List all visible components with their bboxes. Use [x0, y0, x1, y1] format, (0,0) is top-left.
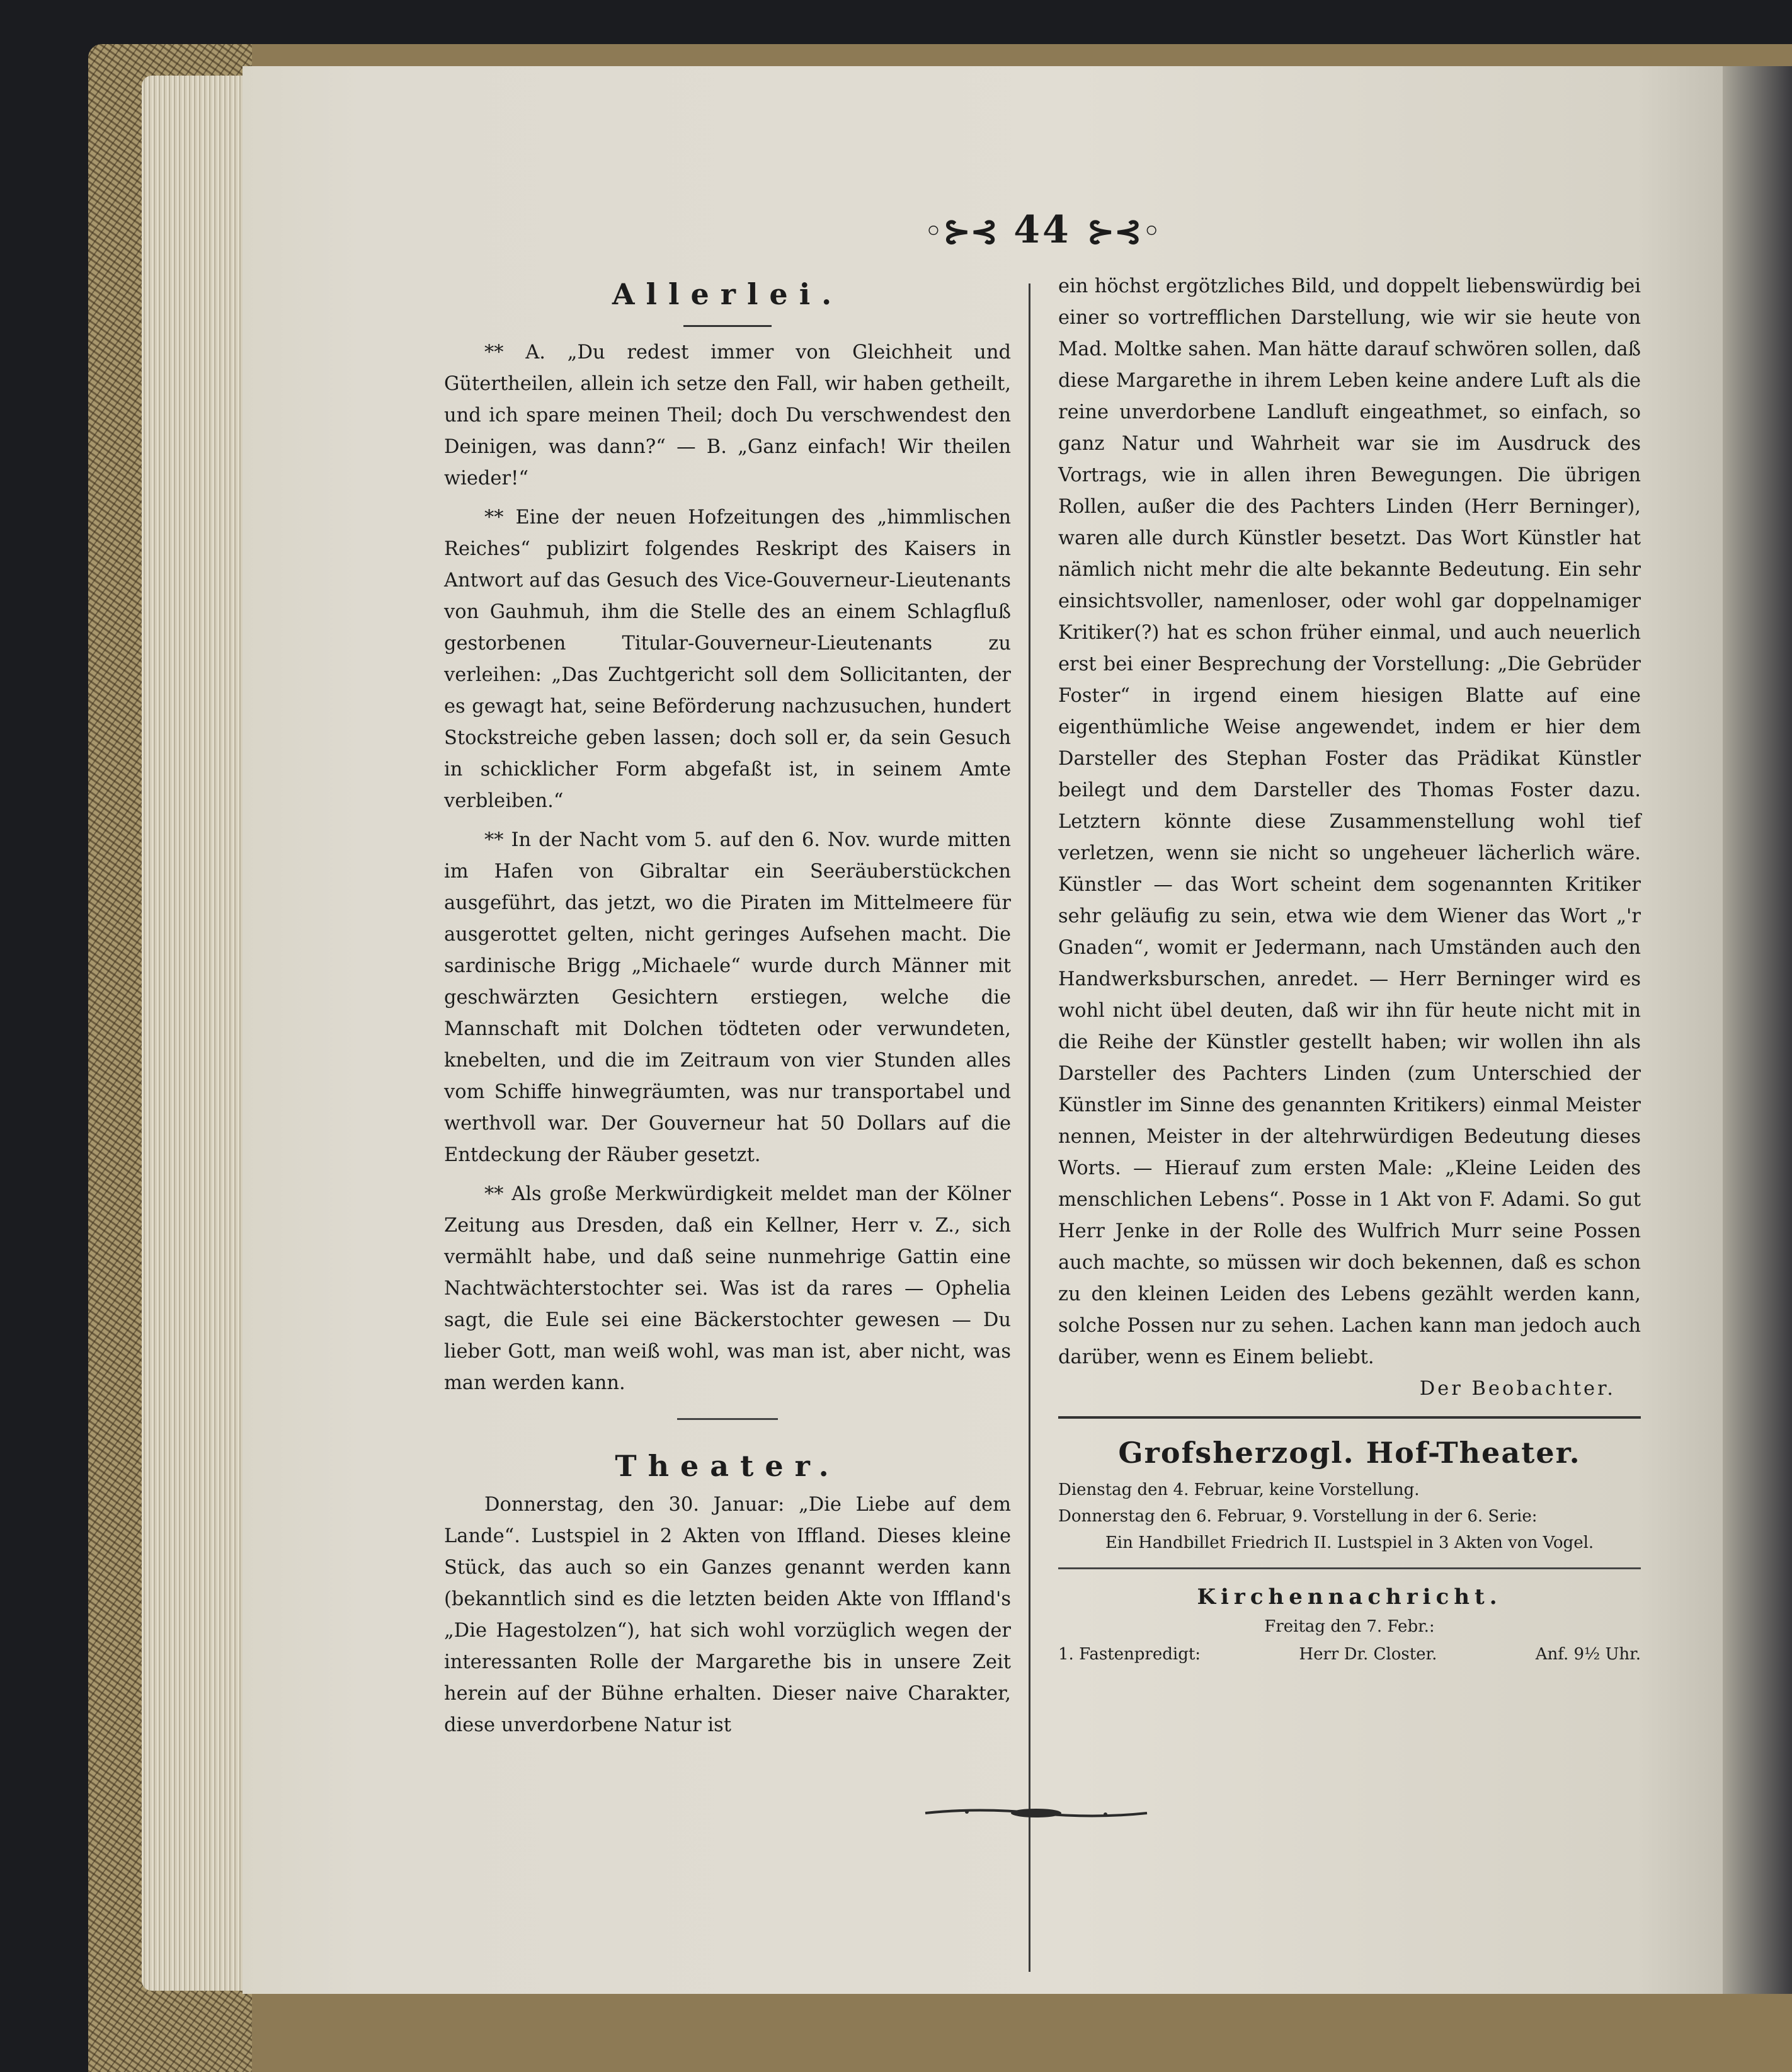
page-edges — [142, 76, 249, 1991]
page-number: 44 — [1013, 208, 1071, 252]
column-divider — [1029, 283, 1030, 1972]
section-divider — [1058, 1567, 1641, 1569]
kirche-date: Freitag den 7. Febr.: — [1264, 1617, 1435, 1636]
right-column — [1058, 271, 1641, 1669]
kirche-time: Anf. 9½ Uhr. — [1535, 1645, 1641, 1664]
article-paragraph: ** Als große Merkwürdigkeit meldet man der Kölner Zeitung aus Dresden, daß ein Kellner, Herr v. Z., sich vermählt habe, und daß seine nunmehrige Gattin eine Nachtwächterstochter sei. Was ist da rares — Ophelia sagt, die Eule sei eine Bäckerstochter gewesen — Du lieber Gott, man weiß wohl, was man ist, aber nicht, was man werden kann. — [444, 1183, 1011, 1394]
section-title-allerlei: Allerlei. — [612, 277, 843, 311]
left-column — [444, 271, 1011, 1749]
page-text-area — [444, 208, 1641, 1846]
ornament-left-icon: ◦⊱⊰ — [923, 212, 998, 251]
article-paragraph: ** Eine der neuen Hofzeitungen des „himmlischen Reiches“ publizirt folgendes Reskript des Kaisers in Antwort auf das Gesuch des Vice-Gouverneur-Lieutenants von Gauhmuh, ihm die Stelle des an einem Schlagfluß gestorbenen Titular-Gouverneur-Lieutenants zu verleihen: „Das Zuchtgericht soll dem Sollicitanten, der es gewagt hat, seine Beförderung nachzusuchen, hundert Stockstreiche geben lassen; doch soll er, da sein Gesuch in schicklicher Form abgefaßt ist, in seinem Amte verbleiben.“ — [444, 507, 1011, 812]
section-divider — [677, 1418, 778, 1420]
kirche-entry — [1058, 1640, 1641, 1669]
hof-theater-title: Grofsherzogl. Hof-Theater. — [1118, 1436, 1581, 1470]
end-ornament-icon — [923, 1805, 1150, 1821]
kirchennachricht-title: Kirchennachricht. — [1197, 1584, 1502, 1610]
theater-review: Donnerstag, den 30. Januar: „Die Liebe auf dem Lande“. Lustspiel in 2 Akten von Iffland. Dieses kleine Stück, das auch so ein Ganzes genannt werden kann (bekanntlich sind es die letzten beiden Akte von Iffland's „Die Hagestolzen“), hat sich wohl vorzüglich wegen der interessanten Rolle der Margarethe bis in unsere Zeit herein auf der Bühne erhalten. Dieser naive Charakter, diese unverdorbene Natur ist — [444, 1494, 1011, 1736]
kirche-item: 1. Fastenpredigt: — [1058, 1645, 1201, 1664]
theater-review-continuation: ein höchst ergötzliches Bild, und doppelt liebenswürdig bei einer so vortrefflichen Darstellung, wie wir sie heute von Mad. Moltke sahen. Man hätte darauf schwören sollen, daß diese Margarethe in ihrem Leben keine andere Luft als die reine unverdorbene Landluft eingeathmet, so einfach, so ganz Natur und Wahrheit war sie im Ausdruck des Vortrags, wie in allen ihren Bewegungen. Die übrigen Rollen, außer die des Pachters Linden (Herr Berninger), waren alle durch Künstler besetzt. Das Wort Künstler hat nämlich nicht mehr die alte bekannte Bedeutung. Ein sehr einsichtsvoller, namenloser, oder wohl gar doppelnamiger Kritiker(?) hat es schon früher einmal, und auch neuerlich erst bei einer Besprechung der Vorstellung: „Die Gebrüder Foster“ in irgend einem hiesigen Blatte auf eine eigenthümliche Weise angewendet, indem er hier dem Darsteller des Stephan Foster das Prädikat Künstler beilegt und dem Darsteller des Thomas Foster dazu. Letztern könnte diese Zusammenstellung wohl tief verletzen, wenn sie nicht so ungeheuer lächerlich wäre. Künstler — das Wort scheint dem sogenannten Kritiker sehr geläufig zu sein, etwa wie dem Wiener das Wort „'r Gnaden“, womit er Jedermann, nach Umständen auch den Handwerksburschen, anredet. — Herr Berninger wird es wohl nicht übel deuten, daß wir ihn für heute nicht mit in die Reihe der Künstler gestellt haben; wir wollen ihn als Darsteller des Pachters Linden (zum Unterschied der Künstler im Sinne des genannten Kritikers) einmal Meister nennen, Meister in der altehrwürdigen Bedeutung dieses Worts. — Hierauf zum ersten Male: „Kleine Leiden des menschlichen Lebens“. Posse in 1 Akt von F. Adami. So gut Herr Jenke in der Rolle des Wulfrich Murr seine Possen auch machte, so müssen wir doch bekennen, daß es schon zu den kleinen Leiden des Lebens gezählt werden kann, solche Possen nur zu sehen. Lachen kann man jedoch auch darüber, wenn es Einem beliebt. — [1058, 275, 1641, 1368]
page-gutter-shadow — [1723, 66, 1792, 1994]
section-title-theater: Theater. — [615, 1449, 840, 1483]
section-divider — [1058, 1416, 1641, 1419]
hof-line: Dienstag den 4. Februar, keine Vorstellung. — [1058, 1480, 1420, 1499]
article-paragraph: ** A. „Du redest immer von Gleichheit und Gütertheilen, allein ich setze den Fall, wir haben getheilt, und ich spare meinen Theil; doch Du verschwendest den Deinigen, was dann?“ — B. „Ganz einfach! Wir theilen wieder!“ — [444, 341, 1011, 489]
page-header — [444, 208, 1641, 252]
title-rule — [683, 325, 772, 327]
author-signature: Der Beobachter. — [1419, 1378, 1616, 1400]
hof-line: Donnerstag den 6. Februar, 9. Vorstellung in der 6. Serie: — [1058, 1507, 1538, 1526]
hof-line: Ein Handbillet Friedrich II. Lustspiel in 3 Akten von Vogel. — [1105, 1533, 1594, 1552]
kirche-preacher: Herr Dr. Closter. — [1299, 1645, 1437, 1664]
article-paragraph: ** In der Nacht vom 5. auf den 6. Nov. wurde mitten im Hafen von Gibraltar ein Seeräuberstückchen ausgeführt, das jetzt, wo die Piraten im Mittelmeere für ausgerottet gelten, nicht geringes Aufsehen macht. Die sardinische Brigg „Michaele“ wurde durch Männer mit geschwärzten Gesichtern erstiegen, welche die Mannschaft mit Dolchen tödteten oder verwundeten, knebelten, und die im Zeitraum von vier Stunden alles vom Schiffe hinwegräumten, was nur transportabel und werthvoll war. Der Gouverneur hat 50 Dollars auf die Entdeckung der Räuber gesetzt. — [444, 829, 1011, 1166]
ornament-right-icon: ⊱⊰◦ — [1087, 212, 1161, 251]
